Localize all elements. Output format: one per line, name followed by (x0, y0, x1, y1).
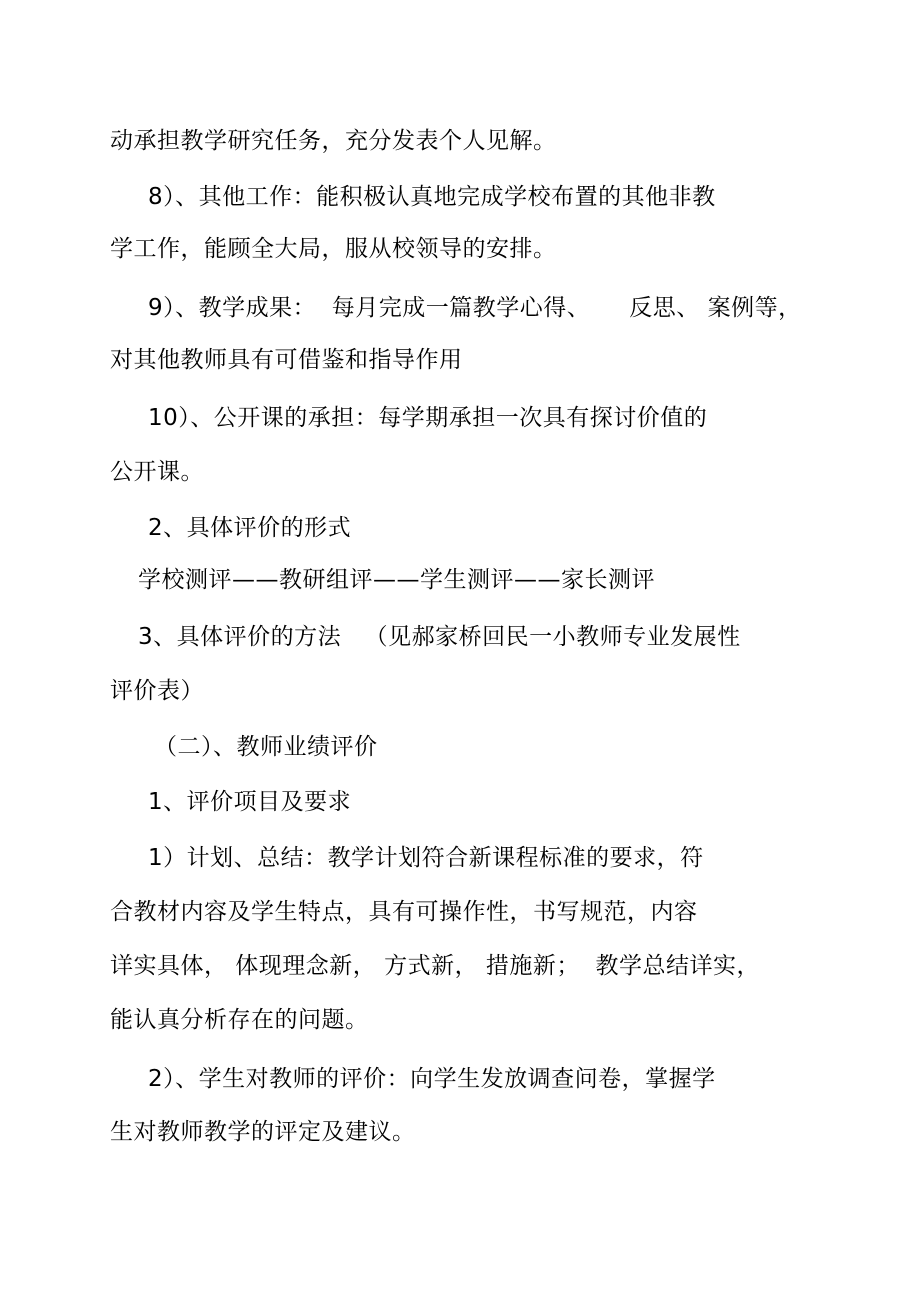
text-line: 动承担教学研究任务，充分发表个人见解。 (110, 128, 557, 154)
text-line: 评价表） (110, 678, 204, 704)
section-heading: （二）、教师业绩评价 (154, 734, 378, 760)
text-line: 学校测评——教研组评——学生测评——家长测评 (138, 567, 655, 593)
text-line: 2）、学生对教师的评价：向学生发放调查问卷，掌握学 (148, 1066, 716, 1092)
text-line: 生对教师教学的评定及建议。 (110, 1119, 416, 1145)
text-line: 9）、教学成果： 每月完成一篇教学心得、 反思、 案例等， (148, 295, 802, 321)
text-line: 对其他教师具有可借鉴和指导作用 (110, 347, 463, 373)
section-heading: 3、具体评价的方法 （见郝家桥回民一小教师专业发展性 (138, 624, 741, 650)
text-line: 学工作，能顾全大局，服从校领导的安排。 (110, 236, 557, 262)
text-line: 公开课。 (110, 459, 204, 485)
text-line: 8）、其他工作：能积极认真地完成学校布置的其他非教 (148, 184, 716, 210)
text-line: 能认真分析存在的问题。 (110, 1007, 369, 1033)
section-heading: 1、评价项目及要求 (148, 789, 352, 815)
text-line: 合教材内容及学生特点，具有可操作性，书写规范，内容 (110, 899, 698, 925)
text-line: 详实具体， 体现理念新， 方式新， 措施新； 教学总结详实， (110, 953, 761, 979)
section-heading: 2、具体评价的形式 (148, 515, 352, 541)
text-line: 1）计划、总结：教学计划符合新课程标准的要求，符 (148, 845, 704, 871)
text-line: 10）、公开课的承担：每学期承担一次具有探讨价值的 (148, 405, 708, 431)
